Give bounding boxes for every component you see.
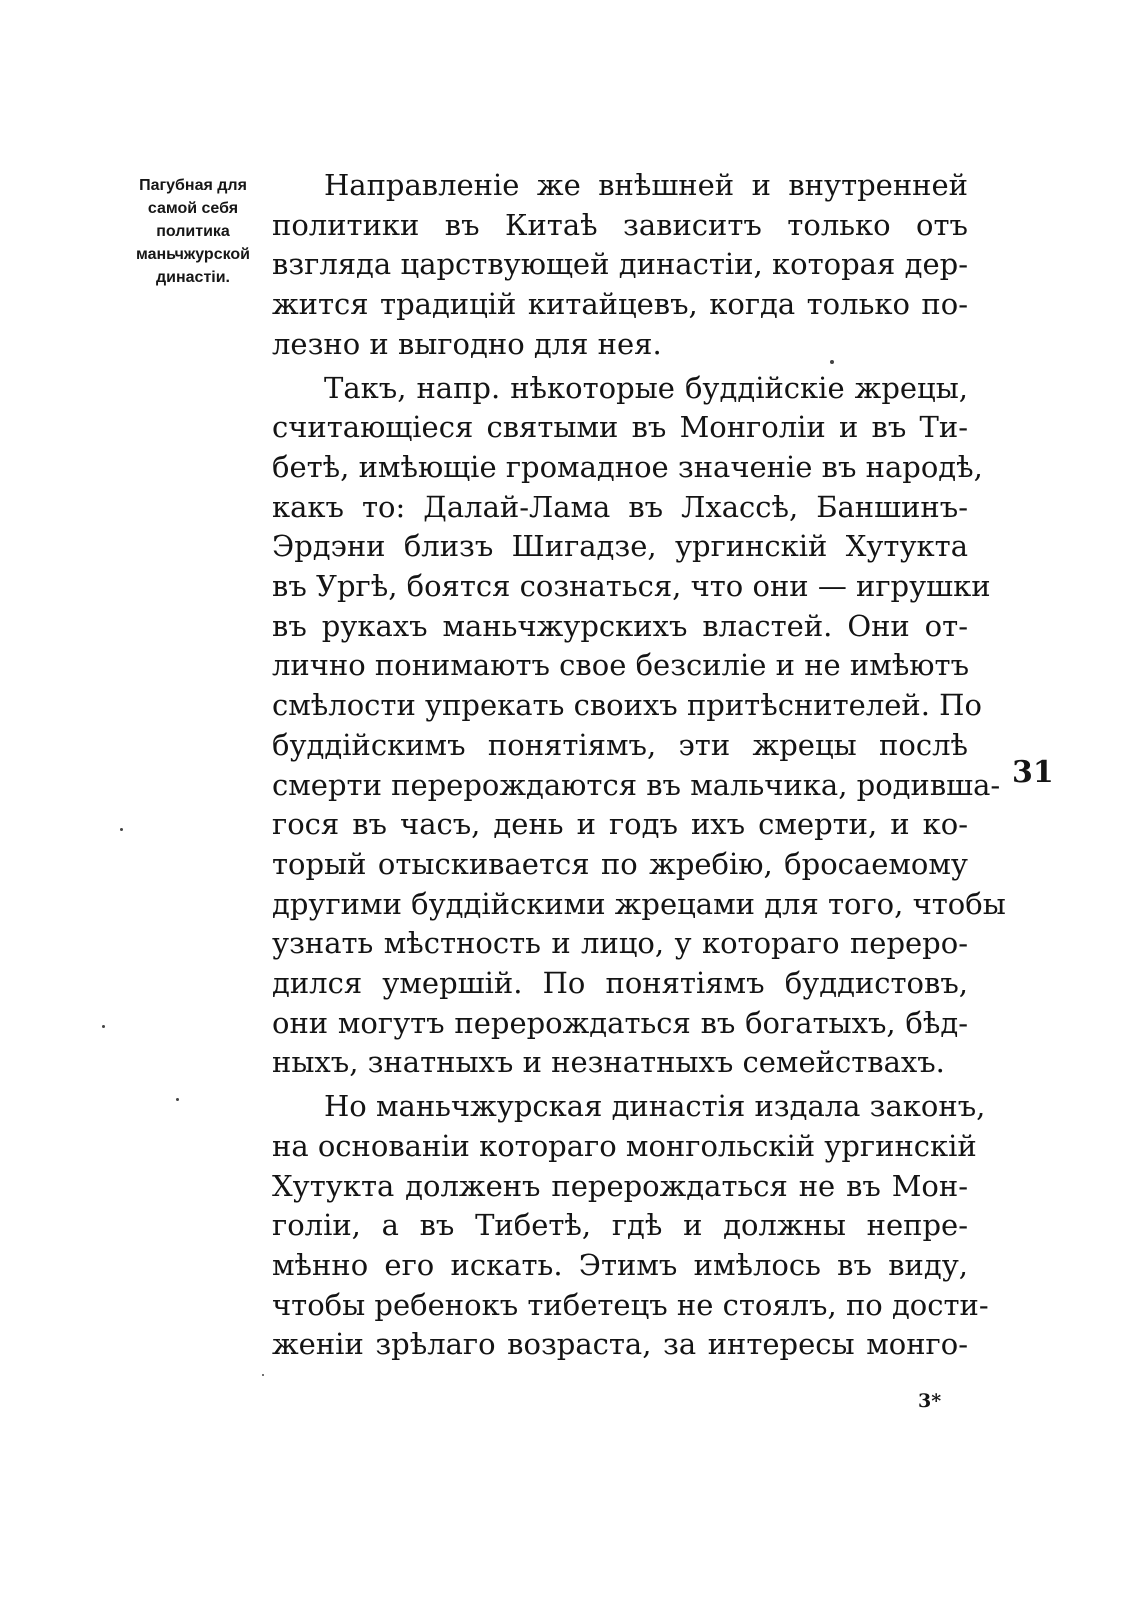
text-line: политики въ Китаѣ зависитъ только отъ: [272, 207, 968, 242]
text-line: какъ то: Далай-Лама въ Лхассѣ, Баншинъ-: [272, 489, 968, 524]
text-line: лезно и выгодно для нея.: [272, 326, 662, 361]
text-line: лично понимаютъ свое безсиліе и не имѣютъ: [272, 648, 970, 683]
margin-note-line: самой себя: [147, 200, 239, 217]
scan-speck: [262, 1374, 264, 1376]
text-line: Но маньчжурская династія издала законъ,: [324, 1089, 986, 1124]
body-text: [272, 166, 1006, 1369]
text-line: считающіеся святыми въ Монголіи и въ Ти-: [272, 410, 968, 445]
text-line: торый отыскивается по жребію, бросаемому: [272, 846, 968, 881]
text-line: въ рукахъ маньчжурскихъ властей. Они от-: [272, 608, 968, 643]
scan-speck: [176, 1098, 179, 1101]
text-line: другими буддійскими жрецами для того, чтобы: [272, 886, 1006, 921]
scan-speck: [120, 828, 123, 831]
text-line: чтобы ребенокъ тибетецъ не стоялъ, по дости-: [272, 1287, 989, 1322]
text-line: голіи, а въ Тибетѣ, гдѣ и должны непре-: [272, 1208, 968, 1243]
text-line: Такъ, напр. нѣкоторые буддійскіе жрецы,: [324, 370, 968, 405]
text-line: взгляда царствующей династіи, которая дер-: [272, 247, 968, 282]
text-line: женіи зрѣлаго возраста, за интересы монго-: [272, 1327, 968, 1362]
text-line: жится традицій китайцевъ, когда только по-: [272, 287, 968, 322]
text-line: въ Ургѣ, боятся сознаться, что они — игрушки: [272, 569, 991, 604]
margin-note-line: Пагубная для: [139, 177, 247, 194]
scan-speck: [830, 360, 834, 364]
margin-note-line: политика: [156, 223, 230, 240]
text-line: Направленіе же внѣшней и внутренней: [324, 168, 968, 202]
text-line: мѣнно его искать. Этимъ имѣлось въ виду,: [272, 1247, 968, 1282]
text-line: они могутъ перерождаться въ богатыхъ, бѣд-: [272, 1005, 968, 1040]
margin-note: [118, 174, 268, 289]
text-line: Эрдэни близъ Шигадзе, ургинскій Хутукта: [272, 529, 968, 564]
text-line: Хутукта долженъ перерождаться не въ Мон-: [272, 1168, 968, 1203]
text-line: бетѣ, имѣющіе громадное значеніе въ народѣ,: [272, 449, 983, 484]
paragraph-1: [272, 166, 968, 365]
text-line: ныхъ, знатныхъ и незнатныхъ семействахъ.: [272, 1045, 945, 1080]
signature-mark: 3*: [918, 1390, 942, 1412]
paragraph-3: [272, 1087, 989, 1365]
text-line: смѣлости упрекать своихъ притѣснителей. По: [272, 688, 982, 723]
page-number: 31: [1012, 755, 1054, 790]
text-line: гося въ часъ, день и годъ ихъ смерти, и ко-: [272, 807, 968, 842]
scan-speck: [102, 1025, 105, 1028]
text-line: дился умершій. По понятіямъ буддистовъ,: [272, 966, 968, 1001]
margin-note-line: династіи.: [155, 269, 230, 286]
paragraph-2: [272, 369, 1006, 1084]
text-line: узнать мѣстность и лицо, у котораго переро-: [272, 926, 968, 961]
text-line: смерти перерождаются въ мальчика, родивша-: [272, 767, 1001, 802]
text-line: буддійскимъ понятіямъ, эти жрецы послѣ: [272, 727, 968, 762]
margin-note-line: маньчжурской: [135, 246, 250, 263]
text-line: на основаніи котораго монгольскій ургинскій: [272, 1128, 977, 1163]
